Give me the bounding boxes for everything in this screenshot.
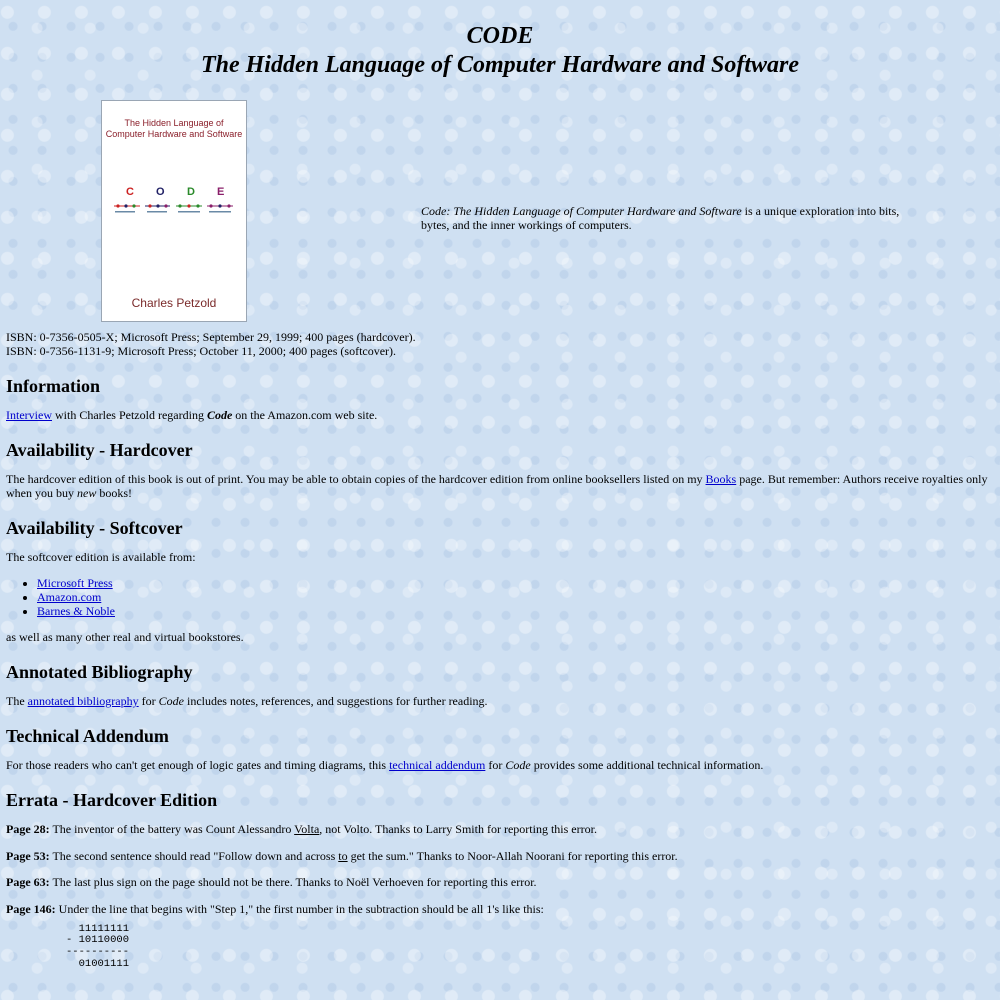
addendum-paragraph: [6, 758, 994, 772]
bibliography-text-3: includes notes, references, and suggestions for further reading.: [183, 694, 488, 708]
bibliography-paragraph: [6, 694, 994, 708]
errata-text: The last plus sign on the page should not be there. Thanks to Noël Verhoeven for reporting this error.: [49, 875, 537, 889]
softcover-outro: as well as many other real and virtual bookstores.: [6, 630, 244, 644]
cover-circuit-graphic: [112, 201, 236, 215]
bibliography-text-2: for: [138, 694, 159, 708]
errata-correction: to: [338, 848, 348, 863]
errata-heading: Errata - Hardcover Edition: [6, 790, 218, 810]
list-item: [37, 604, 994, 618]
addendum-text-2: for: [485, 758, 506, 772]
cover-author: Charles Petzold: [131, 296, 217, 310]
cover-letter-c: C: [126, 186, 134, 198]
blurb-text: is a unique exploration into bits, bytes, and the inner workings of computers.: [421, 204, 900, 232]
hardcover-paragraph: [6, 472, 994, 500]
errata-text: The inventor of the battery was Count Alessandro: [49, 822, 295, 836]
isbn-hardcover: ISBN: 0-7356-0505-X; Microsoft Press; September 29, 1999; 400 pages (hardcover).: [6, 330, 416, 344]
errata-text-after: get the sum." Thanks to Noor-Allah Noorani for reporting this error.: [347, 848, 678, 863]
hardcover-text: The hardcover edition of this book is out of print. You may be able to obtain copies of the hardcover edition from online booksellers listed on my: [6, 472, 706, 486]
addendum-text: For those readers who can't get enough of logic gates and timing diagrams, this: [6, 758, 390, 772]
errata-page: Page 146:: [6, 901, 56, 916]
books-link[interactable]: Books: [705, 472, 737, 486]
barnes-noble-link[interactable]: Barnes & Noble: [37, 604, 115, 618]
errata-text-after: , not Volto. Thanks to Larry Smith for reporting this error.: [319, 822, 597, 836]
errata-item: [6, 902, 994, 916]
errata-item: [6, 822, 994, 836]
book-cover-image: [101, 100, 247, 322]
cover-title: [102, 118, 246, 140]
code-word: Code: [206, 408, 233, 422]
page-title-line1: CODE: [466, 23, 534, 49]
code-word: Code: [158, 694, 184, 708]
errata-text: Under the line that begins with "Step 1," the first number in the subtraction should be all 1's like this:: [55, 901, 544, 916]
store-list: [6, 576, 994, 618]
errata-item: [6, 849, 994, 863]
information-text-after: on the Amazon.com web site.: [232, 408, 378, 422]
hero-section: [6, 94, 994, 326]
list-item: [37, 576, 994, 590]
bibliography-text: The: [6, 694, 28, 708]
hardcover-text-2: page. But remember: Authors receive royalties only when you buy: [6, 472, 988, 500]
addendum-text-3: provides some additional technical information.: [530, 758, 764, 772]
softcover-heading: Availability - Softcover: [6, 518, 183, 538]
cover-letter-o: O: [156, 186, 165, 198]
new-word: new: [77, 486, 97, 500]
cover-title-line1: The Hidden Language of: [124, 118, 224, 128]
errata-item: [6, 875, 994, 889]
isbn-info: [6, 330, 994, 358]
subtraction-example: 11111111 - 10110000 ---------- 01001111: [66, 922, 130, 970]
errata-correction: Volta: [294, 822, 320, 836]
interview-link[interactable]: Interview: [6, 408, 52, 422]
list-item: [37, 590, 994, 604]
bibliography-link[interactable]: annotated bibliography: [27, 694, 139, 708]
errata-page: Page 53:: [6, 848, 50, 863]
information-paragraph: [6, 408, 994, 422]
book-blurb: [421, 204, 911, 232]
microsoft-press-link[interactable]: Microsoft Press: [37, 576, 113, 590]
errata-page: Page 63:: [6, 875, 50, 889]
page-title-line2: The Hidden Language of Computer Hardware and Software: [200, 52, 800, 78]
information-text: with Charles Petzold regarding: [51, 408, 207, 422]
cover-letter-e: E: [217, 186, 225, 198]
errata-text: The second sentence should read "Follow down and across: [49, 848, 339, 863]
isbn-softcover: ISBN: 0-7356-1131-9; Microsoft Press; October 11, 2000; 400 pages (softcover).: [6, 344, 397, 358]
code-word: Code: [505, 758, 531, 772]
information-heading: Information: [6, 376, 100, 396]
blurb-book-title: Code: The Hidden Language of Computer Hardware and Software: [421, 204, 742, 218]
addendum-link[interactable]: technical addendum: [389, 758, 486, 772]
addendum-heading: Technical Addendum: [6, 726, 169, 746]
bibliography-heading: Annotated Bibliography: [6, 662, 193, 682]
cover-letter-d: D: [187, 186, 195, 198]
softcover-intro: The softcover edition is available from:: [6, 550, 196, 564]
page-content: [6, 0, 994, 971]
hardcover-text-3: books!: [96, 486, 133, 500]
hardcover-heading: Availability - Hardcover: [6, 440, 193, 460]
page-title: [6, 22, 994, 80]
errata-page: Page 28:: [6, 822, 50, 836]
amazon-link[interactable]: Amazon.com: [37, 590, 102, 604]
cover-title-line2: Computer Hardware and Software: [105, 129, 243, 139]
